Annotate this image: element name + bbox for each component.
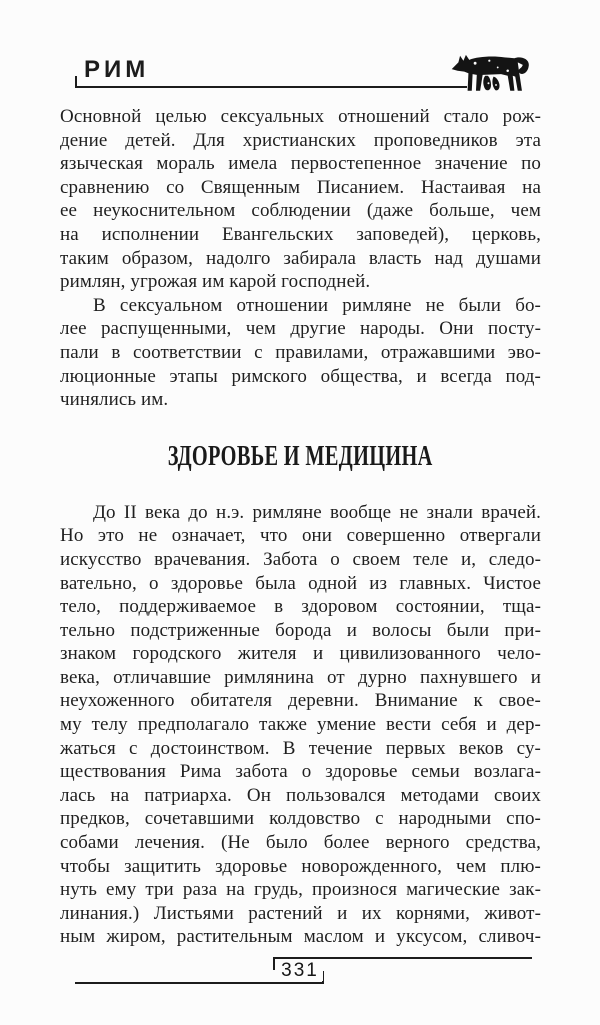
running-title: РИМ <box>84 56 150 83</box>
text-line: века, отличавшие римлянина от дурно пахнувшего и <box>60 666 541 688</box>
section-heading-text: ЗДОРОВЬЕ И МЕДИЦИНА <box>168 439 433 472</box>
text-line: сравнению со Священным Писанием. Настаивая на <box>60 176 541 198</box>
text-line: дение детей. Для христианских проповедников эта <box>60 129 541 151</box>
text-line: знаком городского жителя и цивилизованного чело- <box>60 643 541 665</box>
text-line: римлян, угрожая им карой господней. <box>60 271 371 293</box>
text-line: люционные этапы римского общества, и всегда под- <box>60 365 541 387</box>
section-heading <box>60 440 541 472</box>
text-line: чтобы защитить здоровье новорожденного, чем плю- <box>60 855 541 877</box>
text-line: линания.) Листьями растений и их корнями, живот- <box>60 902 541 924</box>
text-line: В сексуальном отношении римляне не были бо- <box>93 294 541 316</box>
text-line: тельно подстриженные борода и волосы были при- <box>60 619 541 641</box>
text-line: собами лечения. (Не было более верного средства, <box>60 832 541 854</box>
text-line: Основной целью сексуальных отношений стало рож- <box>60 106 541 127</box>
paragraphs-before-heading <box>60 105 541 412</box>
text-line: ществования Рима забота о здоровье семьи возлага- <box>60 761 541 783</box>
text-paragraph <box>60 105 541 294</box>
text-line: искусство врачевания. Забота о своем теле и, следо- <box>60 548 541 570</box>
text-line: му телу предполагало также умение вести себя и дер- <box>60 714 541 736</box>
text-line: жаться с достоинством. В течение первых веков су- <box>60 737 541 759</box>
capitoline-wolf-icon <box>449 49 533 100</box>
text-line: чинялись им. <box>60 389 169 411</box>
text-line: До II века до н.э. римляне вообще не знали врачей. <box>93 501 541 523</box>
text-line: лее распущенными, чем другие народы. Они посту- <box>60 318 541 340</box>
text-line: лась на патриарха. Он пользовался методами своих <box>60 784 541 806</box>
header-rule <box>75 76 467 88</box>
text-line: ее неукоснительном соблюдении (даже больше, чем <box>60 200 541 222</box>
text-line: вательно, о здоровье была одной из главных. Чистое <box>60 572 541 594</box>
text-line: языческая мораль имела первостепенное значение по <box>60 153 541 175</box>
text-line: на исполнении Евангельских заповедей), церковь, <box>60 223 541 245</box>
text-line: предков, сочетавшими колдовство с народными спо- <box>60 808 541 830</box>
text-line: неухоженного обитателя деревни. Внимание к свое- <box>60 690 541 712</box>
paragraphs-after-heading <box>60 501 541 949</box>
page-number: 331 <box>277 960 323 981</box>
text-line: пали в соответствии с правилами, отражавшими эво- <box>60 341 541 363</box>
text-line: нуть ему три раза на грудь, произнося магические зак- <box>60 879 541 901</box>
text-line: таким образом, надолго забирала власть над душами <box>60 247 541 269</box>
text-paragraph <box>60 294 541 412</box>
text-line: ным жиром, растительным маслом и уксусом, сливоч- <box>60 926 541 948</box>
body-text <box>60 105 541 949</box>
text-paragraph <box>60 501 541 949</box>
text-line: тело, поддерживаемое в здоровом состоянии, тща- <box>60 596 541 618</box>
text-line: Но это не означает, что они совершенно отвергали <box>60 525 541 547</box>
